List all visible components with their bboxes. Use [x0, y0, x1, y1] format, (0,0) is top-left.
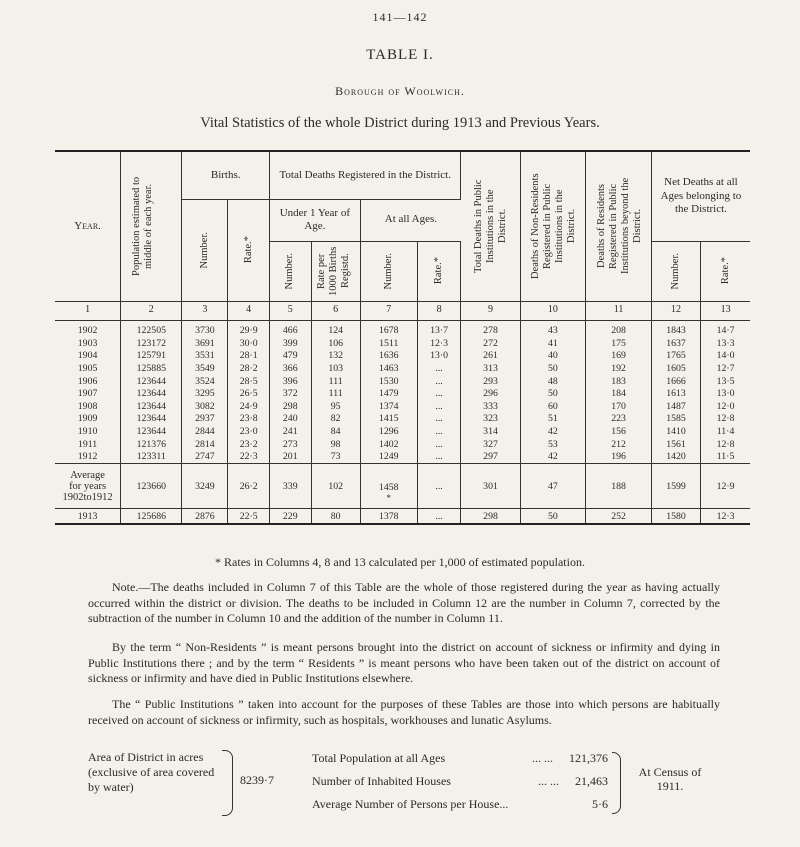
table-cell: 111 — [311, 375, 360, 388]
table-cell: 2747 — [182, 450, 228, 463]
table-cell: 123644 — [121, 425, 182, 438]
table-row — [55, 438, 750, 451]
table-cell: 123311 — [121, 450, 182, 463]
table-cell: 1636 — [360, 350, 417, 363]
column-number: 5 — [269, 301, 311, 320]
institutions-paragraph: The “ Public Institutions ” taken into account for the purposes of these Tables are those into which persons are habitually received on account of sickness or infirmity, such as hospitals, workhouses and lunatic Asylums. — [88, 697, 720, 727]
header-public-institutions: Total Deaths in Public Institutions in the District. — [461, 151, 520, 301]
table-row — [55, 450, 750, 463]
table-cell: 212 — [586, 438, 652, 451]
table-row — [55, 375, 750, 388]
table-cell: 1420 — [651, 450, 700, 463]
table-cell: 80 — [311, 509, 360, 525]
borough-heading: Borough of Woolwich. — [335, 84, 465, 98]
table-cell: 122505 — [121, 320, 182, 337]
header-residents: Deaths of Residents Registered in Public Institutions beyond the District. — [586, 151, 652, 301]
column-number: 9 — [461, 301, 520, 320]
table-cell: 22·5 — [228, 509, 270, 525]
header-under-1-year: Under 1 Year of Age. — [269, 199, 360, 241]
table-cell: 40 — [520, 350, 586, 363]
table-cell: 2937 — [182, 413, 228, 426]
row-1913 — [55, 509, 750, 525]
table-cell: 396 — [269, 375, 311, 388]
table-cell: ... — [417, 425, 461, 438]
table-cell: 313 — [461, 362, 520, 375]
table-cell: 23·2 — [228, 438, 270, 451]
table-cell: 43 — [520, 320, 586, 337]
table-cell: 50 — [520, 509, 586, 525]
table-cell: 1479 — [360, 387, 417, 400]
table-cell: 11·5 — [716, 451, 735, 463]
census-stat-label: Total Population at all Ages — [312, 751, 446, 765]
header-births: Births. — [182, 151, 270, 199]
table-cell: 2844 — [182, 425, 228, 438]
column-number: 3 — [182, 301, 228, 320]
table-cell: 12·9 — [701, 464, 750, 509]
table-cell: 229 — [269, 509, 311, 525]
table-cell: ... — [417, 375, 461, 388]
table-cell: ... — [417, 400, 461, 413]
table-cell: 53 — [520, 438, 586, 451]
table-cell: 298 — [269, 400, 311, 413]
table-cell: 1637 — [651, 337, 700, 350]
header-all-ages-rate: Rate.* — [417, 241, 461, 301]
table-cell: 13·0 — [417, 350, 461, 363]
table-cell: 42 — [520, 425, 586, 438]
table-cell: 13·7 — [417, 320, 461, 337]
table-cell: 98 — [311, 438, 360, 451]
table-cell: 12·3 — [701, 509, 750, 525]
table-cell: 479 — [269, 350, 311, 363]
year-cell: 1905 — [55, 362, 121, 375]
table-cell: 13·0 — [716, 388, 735, 400]
table-cell: 111 — [311, 387, 360, 400]
table-cell: 42 — [520, 450, 586, 463]
table-cell: ... — [417, 362, 461, 375]
year-cell: 1902 — [55, 320, 121, 337]
table-cell: 192 — [586, 362, 652, 375]
table-cell: 3524 — [182, 375, 228, 388]
table-cell: 123644 — [121, 400, 182, 413]
table-cell: 73 — [311, 450, 360, 463]
table-cell: 12·8 — [716, 413, 735, 425]
table-cell: 102 — [311, 464, 360, 509]
terms-paragraph: By the term “ Non-Residents ” is meant persons brought into the district on account of sickness or infirmity and dying in Public Institutions there ; and by the term “ Residents ” is meant persons who have been taken out of the district on account of sickness or infirmity and have died in Public Institutions elsewhere. — [88, 640, 720, 686]
header-non-residents: Deaths of Non-Residents Registered in Public Institutions in the District. — [520, 151, 586, 301]
table-cell: 125791 — [121, 350, 182, 363]
table-row — [55, 362, 750, 375]
table-cell: 11·4 — [716, 426, 735, 438]
census-stat-row — [312, 774, 608, 789]
table-row — [55, 320, 750, 337]
census-stat-label: Number of Inhabited Houses — [312, 774, 451, 788]
table-cell: 123172 — [121, 337, 182, 350]
table-cell: 123644 — [121, 387, 182, 400]
table-cell: 208 — [586, 320, 652, 337]
table-cell: 23·0 — [228, 425, 270, 438]
table-cell: 103 — [311, 362, 360, 375]
year-cell: 1904 — [55, 350, 121, 363]
column-number: 2 — [121, 301, 182, 320]
table-cell: 123660 — [121, 464, 182, 509]
table-row — [55, 337, 750, 350]
table-cell: 183 — [586, 375, 652, 388]
table-cell: 272 — [461, 337, 520, 350]
year-cell: 1913 — [55, 509, 121, 525]
table-row — [55, 400, 750, 413]
table-cell: 1410 — [651, 425, 700, 438]
table-cell: 293 — [461, 375, 520, 388]
table-subtitle: Vital Statistics of the whole District during 1913 and Previous Years. — [200, 115, 600, 131]
table-cell: 28·1 — [228, 350, 270, 363]
table-body — [55, 320, 750, 464]
table-cell: 12·3 — [417, 337, 461, 350]
table-cell: ... — [417, 464, 461, 509]
table-cell: 366 — [269, 362, 311, 375]
column-number: 6 — [311, 301, 360, 320]
table-cell: 1463 — [360, 362, 417, 375]
table-cell: 124 — [311, 320, 360, 337]
table-cell: 298 — [461, 509, 520, 525]
table-cell: 95 — [311, 400, 360, 413]
table-cell: 252 — [586, 509, 652, 525]
note-paragraph: Note.—The deaths included in Column 7 of this Table are the whole of those registered during the year as having actually occurred within the district or division. The deaths to be included in Column 12 are the number in Column 7, corrected by the subtraction of the number in Column 10 and the addition of the number in Column 11. — [88, 580, 720, 626]
census-stat-value: 121,376 — [569, 751, 608, 765]
table-cell: 125885 — [121, 362, 182, 375]
year-cell: 1911 — [55, 438, 121, 451]
table-cell: ... — [417, 438, 461, 451]
table-cell: 121376 — [121, 438, 182, 451]
table-cell: 23·8 — [228, 413, 270, 426]
table-cell: 1843 — [651, 320, 700, 337]
column-number: 4 — [228, 301, 270, 320]
year-cell: 1907 — [55, 387, 121, 400]
table-cell: ... — [417, 450, 461, 463]
table-cell: 14·0 — [716, 350, 735, 362]
census-stat-row — [312, 751, 608, 766]
table-cell: 314 — [461, 425, 520, 438]
table-cell: 240 — [269, 413, 311, 426]
table-cell: 170 — [586, 400, 652, 413]
table-cell: 3295 — [182, 387, 228, 400]
table-cell: 261 — [461, 350, 520, 363]
table-cell: 50 — [520, 362, 586, 375]
table-cell: 60 — [520, 400, 586, 413]
table-cell: 296 — [461, 387, 520, 400]
table-cell: 24·9 — [228, 400, 270, 413]
column-number: 1 — [55, 301, 121, 320]
header-net-rate: Rate.* — [701, 241, 750, 301]
table-cell: 1458 * — [360, 464, 417, 509]
vital-statistics-table-container — [55, 150, 750, 525]
year-cell: 1903 — [55, 337, 121, 350]
table-cell: 466 — [269, 320, 311, 337]
column-number: 13 — [701, 301, 750, 320]
table-cell: 372 — [269, 387, 311, 400]
year-cell: 1906 — [55, 375, 121, 388]
table-cell: 132 — [311, 350, 360, 363]
census-brace — [612, 752, 621, 814]
table-cell: 3082 — [182, 400, 228, 413]
header-births-rate: Rate.* — [228, 199, 270, 301]
table-cell: 301 — [461, 464, 520, 509]
table-cell: 169 — [586, 350, 652, 363]
table-cell: 188 — [586, 464, 652, 509]
table-cell: 1296 — [360, 425, 417, 438]
table-cell: 1585 — [651, 413, 700, 426]
table-cell: 47 — [520, 464, 586, 509]
table-cell: 1402 — [360, 438, 417, 451]
table-cell: 278 — [461, 320, 520, 337]
table-cell: 28·2 — [228, 362, 270, 375]
year-cell: 1912 — [55, 450, 121, 463]
average-row — [55, 464, 750, 509]
table-cell: 273 — [269, 438, 311, 451]
table-cell: 48 — [520, 375, 586, 388]
table-cell: 106 — [311, 337, 360, 350]
table-cell: 1613 — [651, 387, 700, 400]
table-cell: 1599 — [651, 464, 700, 509]
table-cell: ... — [417, 387, 461, 400]
table-cell: 28·5 — [228, 375, 270, 388]
census-stat-label: Average Number of Persons per House... — [312, 797, 509, 811]
header-all-ages: At all Ages. — [360, 199, 461, 241]
table-cell: 2814 — [182, 438, 228, 451]
table-cell: 3249 — [182, 464, 228, 509]
header-population: Population estimated to middle of each year. — [121, 151, 182, 301]
table-row — [55, 387, 750, 400]
header-total-deaths: Total Deaths Registered in the District. — [269, 151, 461, 199]
census-stat-row — [312, 797, 608, 812]
table-cell: 1249 — [360, 450, 417, 463]
year-cell: 1910 — [55, 425, 121, 438]
table-cell: 201 — [269, 450, 311, 463]
column-number: 11 — [586, 301, 652, 320]
table-cell: 184 — [586, 387, 652, 400]
census-stat-value: 21,463 — [575, 774, 608, 788]
table-cell: 323 — [461, 413, 520, 426]
table-cell: 1378 — [360, 509, 417, 525]
table-cell: 12·7 — [716, 363, 735, 375]
table-cell: 3691 — [182, 337, 228, 350]
table-cell: 1561 — [651, 438, 700, 451]
table-row — [55, 413, 750, 426]
table-cell: 399 — [269, 337, 311, 350]
table-row — [55, 350, 750, 363]
census-note: At Census of 1911. — [638, 765, 702, 794]
table-cell: 223 — [586, 413, 652, 426]
page-number: 141—142 — [372, 10, 428, 24]
census-stat-dots: ... ... — [532, 751, 553, 765]
header-rate-per-1000: Rate per 1000 Births Registd. — [311, 241, 360, 301]
asterisk-mark: * — [386, 492, 391, 503]
header-net-deaths: Net Deaths at all Ages belonging to the District. — [651, 151, 750, 241]
table-cell: 3730 — [182, 320, 228, 337]
table-cell: 51 — [520, 413, 586, 426]
table-cell: 241 — [269, 425, 311, 438]
table-cell: 1511 — [360, 337, 417, 350]
table-cell: ... — [417, 413, 461, 426]
column-number: 12 — [651, 301, 700, 320]
table-cell: 1580 — [651, 509, 700, 525]
table-cell: 1530 — [360, 375, 417, 388]
column-number: 7 — [360, 301, 417, 320]
table-cell: 1374 — [360, 400, 417, 413]
table-cell: 123644 — [121, 375, 182, 388]
table-cell: 196 — [586, 450, 652, 463]
table-cell: 2876 — [182, 509, 228, 525]
table-cell: 12·8 — [716, 438, 735, 450]
census-stat-dots: ... ... — [538, 774, 559, 788]
table-cell: 14·7 — [716, 325, 735, 337]
table-cell: 26·2 — [228, 464, 270, 509]
table-cell: 297 — [461, 450, 520, 463]
header-births-number: Number. — [182, 199, 228, 301]
header-all-ages-number: Number. — [360, 241, 417, 301]
table-cell: ... — [417, 509, 461, 525]
table-cell: 29·9 — [228, 320, 270, 337]
table-cell: 12·0 — [716, 400, 735, 412]
table-cell: 327 — [461, 438, 520, 451]
header-year: Year. — [55, 151, 121, 301]
table-cell: 1487 — [651, 400, 700, 413]
column-number-row — [55, 301, 750, 320]
table-cell: 156 — [586, 425, 652, 438]
table-cell: 1415 — [360, 413, 417, 426]
table-cell: 1678 — [360, 320, 417, 337]
census-stat-value: 5·6 — [592, 797, 608, 811]
header-under1-number: Number. — [269, 241, 311, 301]
table-cell: 339 — [269, 464, 311, 509]
column-number: 10 — [520, 301, 586, 320]
table-cell: 22·3 — [228, 450, 270, 463]
table-cell: 84 — [311, 425, 360, 438]
table-cell: 175 — [586, 337, 652, 350]
table-cell: 41 — [520, 337, 586, 350]
area-value: 8239·7 — [240, 773, 274, 787]
vital-statistics-table — [55, 150, 750, 525]
table-cell: 1605 — [651, 362, 700, 375]
table-cell: 3531 — [182, 350, 228, 363]
table-title: TABLE I. — [366, 47, 434, 63]
column-number: 8 — [417, 301, 461, 320]
table-cell: 1666 — [651, 375, 700, 388]
table-cell: 26·5 — [228, 387, 270, 400]
table-cell: 30·0 — [228, 337, 270, 350]
footnote: * Rates in Columns 4, 8 and 13 calculated per 1,000 of estimated population. — [215, 555, 585, 569]
year-cell: 1909 — [55, 413, 121, 426]
average-label: Average for years 1902to1912 — [55, 464, 121, 509]
table-cell: 13·5 — [716, 375, 735, 387]
table-cell: 1765 — [651, 350, 700, 363]
table-cell: 50 — [520, 387, 586, 400]
area-brace — [222, 750, 233, 816]
table-cell: 333 — [461, 400, 520, 413]
table-cell: 13·3 — [716, 337, 735, 349]
table-row — [55, 425, 750, 438]
table-cell: 125686 — [121, 509, 182, 525]
header-net-number: Number. — [651, 241, 700, 301]
year-cell: 1908 — [55, 400, 121, 413]
area-label: Area of District in acres (exclusive of area covered by water) — [88, 750, 215, 794]
table-cell: 3549 — [182, 362, 228, 375]
table-cell: 82 — [311, 413, 360, 426]
table-cell: 123644 — [121, 413, 182, 426]
